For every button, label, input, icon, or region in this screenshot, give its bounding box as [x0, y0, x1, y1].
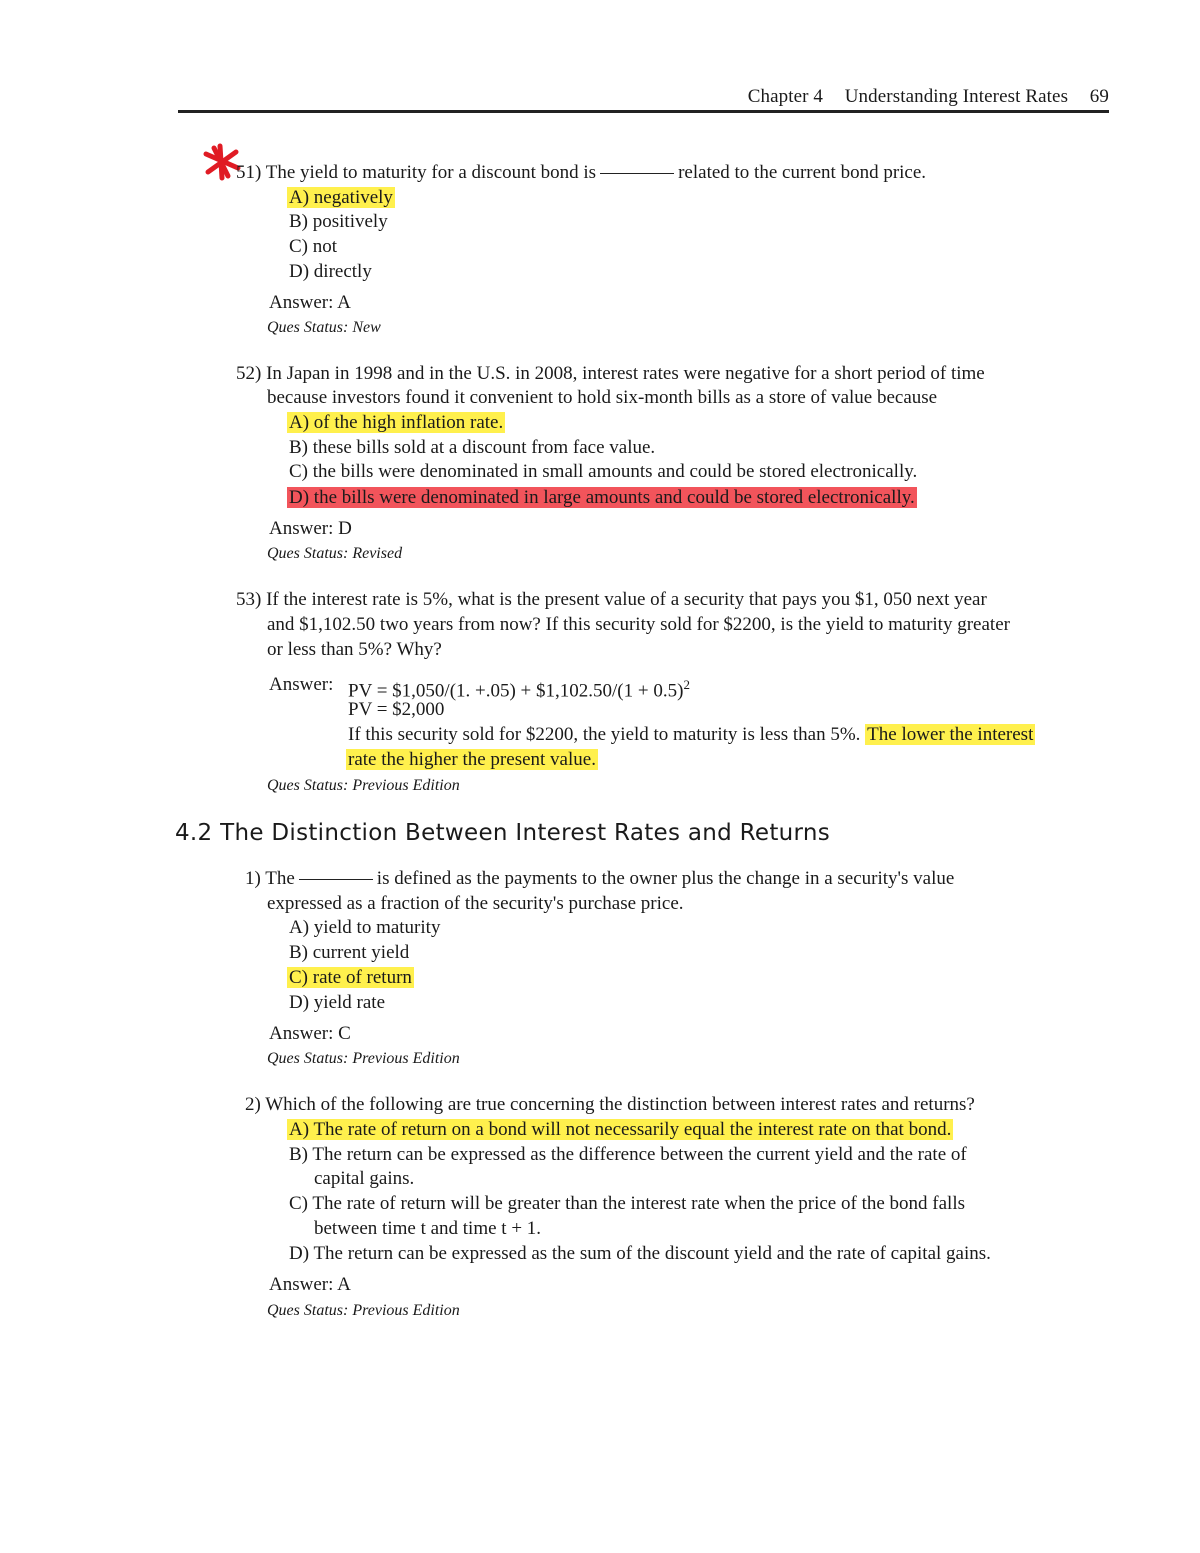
q52-option-c: C) the bills were denominated in small amounts and could be stored electronically. — [289, 461, 918, 482]
q53-answer-line4-highlight: rate the higher the present value. — [348, 749, 596, 770]
s1-stem-after: is defined as the payments to the owner plus the change in a security's value — [376, 868, 955, 889]
q52-option-b: B) these bills sold at a discount from face value. — [289, 437, 656, 458]
q53-answer-label: Answer: — [269, 674, 334, 695]
q51-option-a: A) negatively — [289, 187, 393, 208]
q52-option-a: A) of the high inflation rate. — [289, 412, 504, 433]
q51-option-c: C) not — [289, 236, 338, 257]
s1-option-a: A) yield to maturity — [289, 917, 441, 938]
q52-stem-line2: because investors found it convenient to hold six-month bills as a store of value because — [267, 387, 938, 408]
q51-stem-before: The yield to maturity for a discount bond is — [265, 162, 597, 183]
s1-status: Ques Status: Previous Edition — [267, 1050, 460, 1067]
q51-option-d: D) directly — [289, 261, 372, 282]
q52-status: Ques Status: Revised — [267, 545, 403, 562]
q53-answer-line3-text: If this security sold for $2200, the yield to maturity is less than 5%. — [348, 724, 861, 745]
q52-number: 52) — [236, 363, 262, 384]
s1-option-d: D) yield rate — [289, 992, 386, 1013]
s1-stem — [245, 867, 954, 891]
q51-stem — [236, 161, 926, 185]
q53-stem-line3: or less than 5%? Why? — [267, 639, 442, 660]
answer-blank — [600, 173, 674, 174]
s2-status: Ques Status: Previous Edition — [267, 1302, 460, 1319]
s2-option-c-line1: C) The rate of return will be greater than the interest rate when the price of the bond falls — [289, 1193, 965, 1214]
q52-stem — [236, 362, 985, 386]
answer-blank — [299, 879, 373, 880]
s1-stem-line2: expressed as a fraction of the security's purchase price. — [267, 893, 684, 914]
q53-number: 53) — [236, 589, 262, 610]
q53-answer-line2: PV = $2,000 — [348, 699, 445, 720]
s2-option-c-line2: between time t and time t + 1. — [314, 1218, 542, 1239]
s2-answer: Answer: A — [269, 1274, 351, 1295]
q53-answer-exponent: 2 — [683, 677, 690, 692]
q53-answer-formula: PV = $1,050/(1. +.05) + $1,102.50/(1 + 0.5) — [348, 680, 684, 702]
s2-option-d: D) The return can be expressed as the sum of the discount yield and the rate of capital gains. — [289, 1243, 991, 1264]
running-header — [178, 86, 1109, 108]
header-page-number: 69 — [1089, 86, 1109, 107]
q51-number: 51) — [236, 162, 262, 183]
q53-status: Ques Status: Previous Edition — [267, 777, 460, 794]
q53-answer-line3-highlight: The lower the interest — [867, 724, 1034, 745]
s2-option-b-line1: B) The return can be expressed as the difference between the current yield and the rate of — [289, 1144, 967, 1165]
q53-answer-line3 — [348, 723, 1035, 747]
q53-stem — [236, 588, 987, 612]
q51-option-b: B) positively — [289, 211, 388, 232]
s1-number: 1) — [245, 868, 261, 889]
s2-option-b-line2: capital gains. — [314, 1168, 415, 1189]
s2-option-a: A) The rate of return on a bond will not necessarily equal the interest rate on that bond. — [289, 1119, 952, 1140]
header-chapter: Chapter 4 — [747, 86, 823, 107]
q51-status: Ques Status: New — [267, 319, 381, 336]
q53-stem-line2: and $1,102.50 two years from now? If this security sold for $2200, is the yield to maturity greater — [267, 614, 1010, 635]
s1-option-b: B) current yield — [289, 942, 410, 963]
s2-stem — [245, 1093, 975, 1117]
q52-option-d: D) the bills were denominated in large amounts and could be stored electronically. — [289, 487, 915, 508]
q51-stem-after: related to the current bond price. — [678, 162, 927, 183]
section-heading: 4.2 The Distinction Between Interest Rates and Returns — [175, 820, 831, 846]
s2-number: 2) — [245, 1094, 261, 1115]
q52-stem-line1: In Japan in 1998 and in the U.S. in 2008, interest rates were negative for a short period of time — [266, 363, 985, 384]
header-title: Understanding Interest Rates — [844, 86, 1069, 107]
s1-answer: Answer: C — [269, 1023, 351, 1044]
s2-stem-text: Which of the following are true concerning the distinction between interest rates and returns? — [265, 1094, 975, 1115]
q51-answer: Answer: A — [269, 292, 351, 313]
header-rule — [178, 110, 1109, 113]
q52-answer: Answer: D — [269, 518, 352, 539]
s1-option-c: C) rate of return — [289, 967, 412, 988]
q53-stem-line1: If the interest rate is 5%, what is the present value of a security that pays you $1, 050 next year — [266, 589, 987, 610]
s1-stem-before: The — [265, 868, 295, 889]
